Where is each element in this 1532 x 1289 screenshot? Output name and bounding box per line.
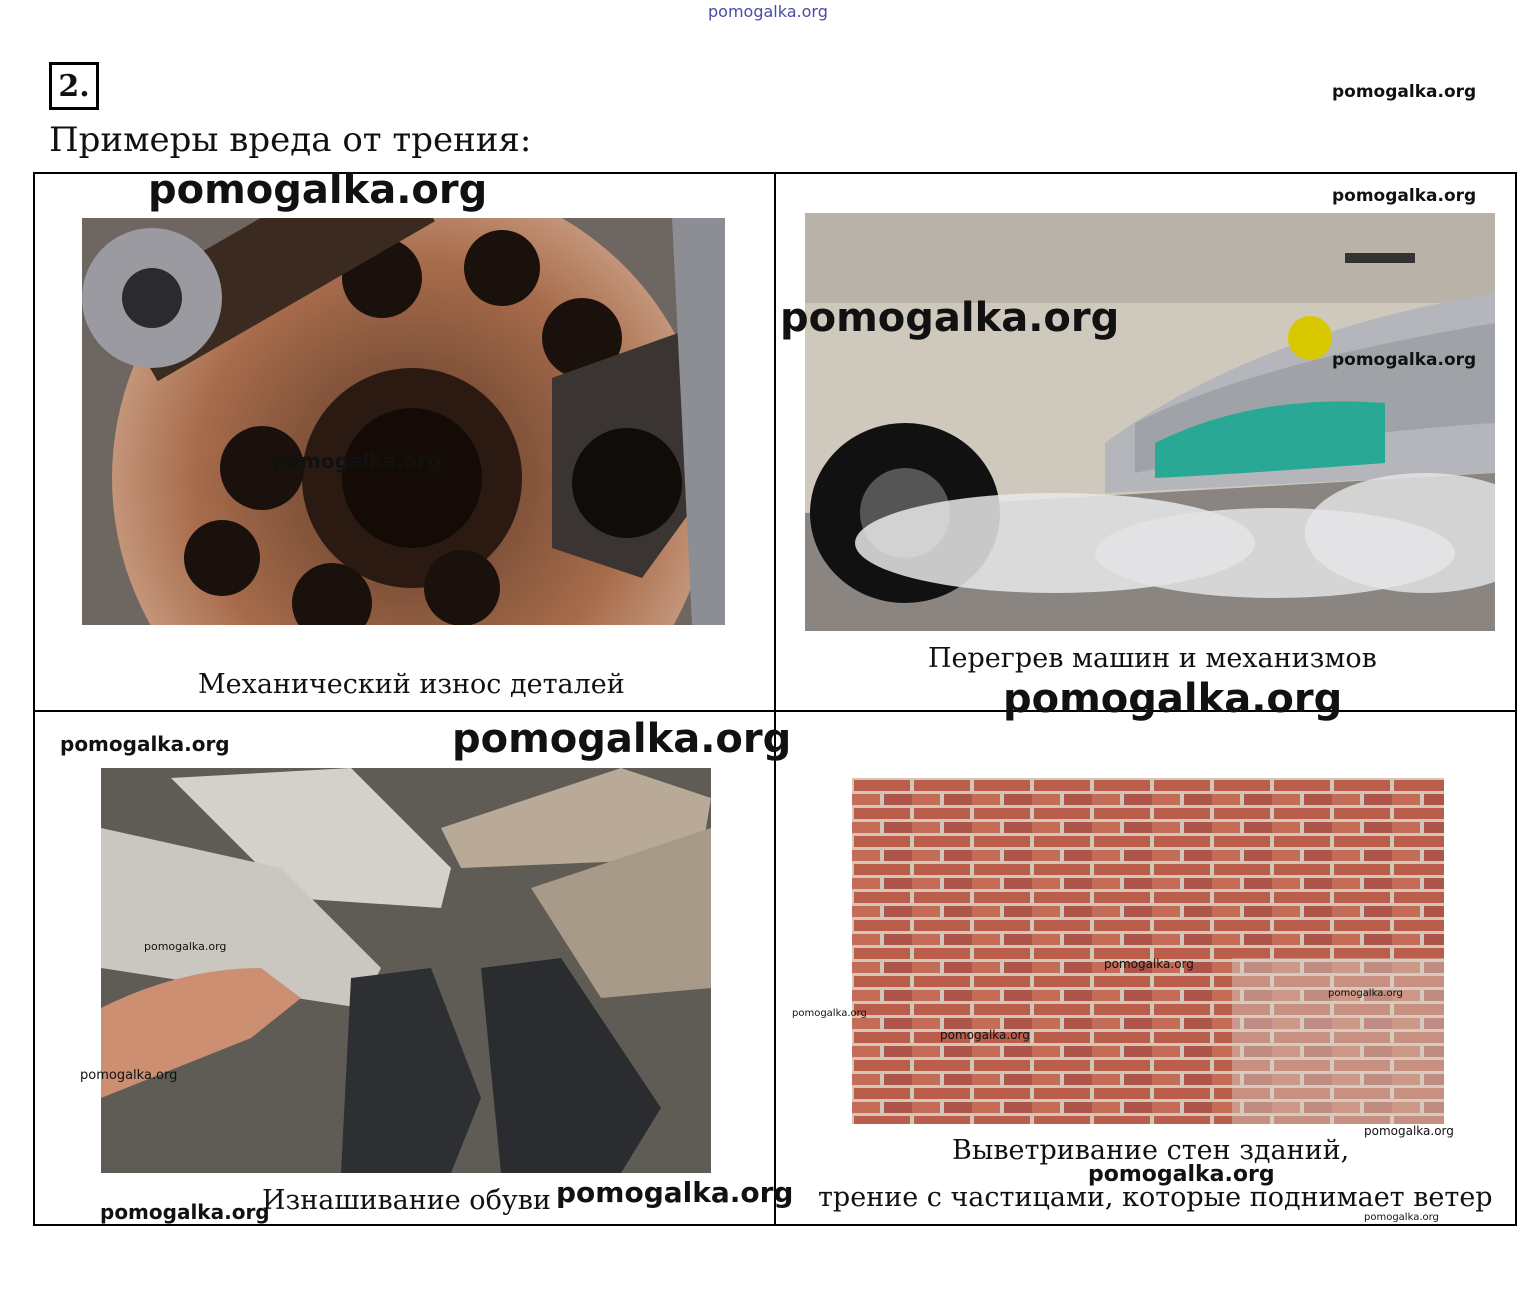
watermark-header: pomogalka.org [1332,82,1477,102]
watermark: pomogalka.org [100,1200,270,1224]
watermark: pomogalka.org [792,1008,867,1019]
table-divider-vertical [774,172,776,1226]
racing-car-smoke-photo [805,213,1495,631]
watermark: pomogalka.org [1332,186,1477,206]
watermark: pomogalka.org [1364,1124,1454,1138]
watermark: pomogalka.org [60,732,230,756]
watermark-large: pomogalka.org [452,716,792,762]
watermark: pomogalka.org [556,1176,794,1209]
watermark-large: pomogalka.org [1003,676,1343,722]
watermark: pomogalka.org [1328,988,1403,999]
watermark-large: pomogalka.org [148,167,488,213]
watermark: pomogalka.org [272,449,442,473]
watermark: pomogalka.org [144,940,227,953]
brick-wall-photo [852,778,1444,1124]
watermark: pomogalka.org [80,1068,178,1083]
caption-weathering-line2: трение с частицами, которые поднимает ветер [818,1182,1493,1213]
task-number: 2. [49,62,99,110]
caption-shoe-wear: Изнашивание обуви [262,1185,551,1216]
watermark-large: pomogalka.org [780,295,1120,341]
caption-weathering-line1: Выветривание стен зданий, [952,1135,1350,1166]
section-heading: Примеры вреда от трения: [49,120,532,160]
worn-gear-photo [82,218,725,625]
watermark: pomogalka.org [1088,1162,1275,1187]
watermark: pomogalka.org [1332,350,1477,370]
watermark-top: pomogalka.org [708,2,828,21]
caption-mechanical-wear: Механический износ деталей [198,669,625,700]
worn-shoes-photo [101,768,711,1173]
caption-overheating: Перегрев машин и механизмов [928,643,1377,674]
watermark: pomogalka.org [1104,957,1194,971]
watermark: pomogalka.org [1364,1212,1439,1223]
watermark: pomogalka.org [940,1028,1030,1042]
